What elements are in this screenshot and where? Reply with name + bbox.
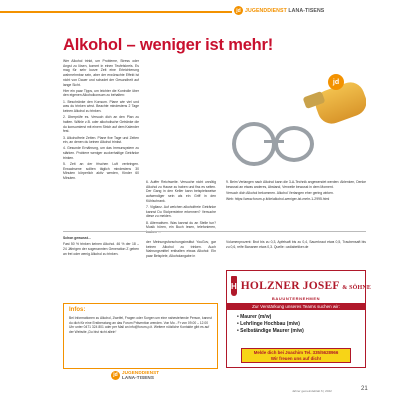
header-logo [234,5,324,16]
fact-heading: Schon gewusst... [63,236,91,240]
brand-prefix: JUGENDDIENST [245,7,287,14]
footer-logo-line1: JUGENDDIENST [122,370,160,375]
company-trade: BAUUNTERNEHMEN [271,296,321,301]
tip-9-note: Versuch dich Alkohol bekommen. Alkohol Verlangen eher gering wirken. [226,190,334,195]
info-title: Infos: [69,307,86,313]
section-divider [63,231,366,232]
tip-7: 7. Vigilanz. Auf welchen alkoholfreie Getränke kannst Du Stolpersteine erkennen? Versuche diese zu meiden. [146,205,216,219]
footer-logo [111,370,159,380]
article-column-3 [226,180,366,203]
tip-5: 5. Zeit an der frischen Luft verbringen. Erwachsene sollten täglich mindestens 30 Minuten körperlich aktiv werden, Kinder 60 Minuten. [63,162,139,181]
article-title: Alkohol – weniger ist mehr! [63,36,274,54]
info-text: Bei Informationen zu Alkohol, Zweifel, Fragen oder Sorgen um eine nahestehende Person, kannst du dich für eine Erstberatung an das Forum Prävention wenden. Von Mo - Fr von 09.00 – 12.00 Uhr unter 0471 324 801 oder per Mail an info@forum-p.it. Weitere nützliche Kontakte gibt es auf der Website „Du bist nicht allein“ [69,316,212,334]
fact-column-1 [63,236,139,258]
ad-intro: Zur Verstärkung unseres Teams suchen wir: [227,303,365,310]
tip-1: 1. Beschränke den Konsum. Plane wie viel und was du trinken wirst. Beachte mindestens 2 Tage keinen Alkohol zu trinken. [63,99,139,114]
header-rule [0,11,232,13]
fact-text-1: Fast 50 % trinken keinen Alkohol. 46 % der 18 – 24 Jährigen der sogenannten Generation Z geben an frei oder wenig Alkohol zu trinken. [63,242,139,256]
tip-9: 9. Beim Verlangen nach Alkohol kann die 3-A-Technik angewendet werden: Ablenken, Denke bewusst an etwas anderes, Abstand, Verweile bewusst in dem Moment. [226,180,366,189]
bottle-jd-label: jd [328,74,344,90]
jd-footer-icon: jd [111,371,120,380]
position-list [227,310,365,339]
tip-3: 3. Alkoholfreie Zeiten. Plane fixe Tage und Zeiten ein, an denen du keinen Alkohol trinkst. [63,135,139,145]
alcohol-photo [146,60,366,175]
page-footer-text: Jahrer gemeindeblatt 6 | 2022 [292,389,332,393]
fact-text-2: der Meinungsforschungsinstitut YouGov, gar keinen Alkohol zu trinken. Auch Nahrungsmittel enthalten etwas Alkohol: Ein paar Beispiele, Alkoholangabe in [146,240,216,259]
tips-intro: Hier ein paar Tipps, um leichter die Kontrolle über den eigenen Alkoholkonsum zu behalten: [63,88,139,98]
handcuff-left [232,122,276,166]
tip-2: 2. Überprüfe es. Versuch dich an den Plan zu halten. Wähle z.B. oder alkoholische Getränke die du konsumierst mit einem Strich auf dem Kalender fest. [63,115,139,134]
position-item: • Selbständige Maurer (m/w) [237,328,304,334]
fact-text-3: Volumenprozent: Brot bis zu 0,3, Apfelsaft bis zu 0,4, Sauerkraut etwa 0,5, Traubensaft bis zu 0,6, reife Bananen etwa 0,3. Quelle: ozdiabetiker.de [226,240,366,249]
ad-contact: Melde dich bei Joachim Tel. 335/5628966 [253,350,339,356]
tip-4: 4. Gesunde Ernährung, um das Immunsystem zu stärken. Probiere weniger zuckerhaltige Getränke trinken. [63,146,139,160]
tip-8: 8. Alternativen. Was kannst du an Stelle tun? Musik hören, ein Buch lesen, telefonieren, kochen ... [146,220,216,235]
page-number: 21 [361,386,368,392]
intro-paragraph: Wer Alkohol trinkt, um Probleme, Stress oder Angst zu lösen, kommt in einen Teufelskreis. Es mag für sehr kurze Zeit eine Erleichterung wahrnehmbar sein, aber der erwünschte Effekt ist nicht von Dauer und schadet der Gesundheit auf lange Sicht. [63,59,139,87]
source-link[interactable]: Web: https://www.forum-p.it/de/alkohol-weniger-ist-mehr-1-2995.html [226,197,330,202]
ad-contact-banner[interactable] [241,348,351,363]
tip-6: 6. Auffer Reichweite. Versuche nicht unnötig Alkohol zu Hause zu haben und fiss es selten. Der Gang in den Keller kann beispielsweise aufwendiger sein als ein Griff in den Kühlschrank. [146,180,216,203]
footer-logo-line2: LANA-TISENS [122,375,154,380]
fact-column-2 [146,240,216,260]
position-item: • Lehrlinge Hochbau (m/w) [237,321,300,327]
info-box [63,303,218,369]
handcuff-right [274,126,314,162]
ad-closing: Wir freuen uns auf dich! [270,355,322,361]
jd-logo-icon: jd [234,6,243,15]
brand-suffix: LANA-TISENS [286,7,325,14]
article-column-2 [146,180,216,236]
company-name: HOLZNER JOSEF & SÖHNE [240,280,372,292]
fact-column-3 [226,240,366,251]
article-column-1 [63,59,139,182]
position-item: • Maurer (m/w) [237,314,272,320]
company-emblem-icon: H [231,276,237,296]
job-advertisement[interactable] [226,270,372,368]
